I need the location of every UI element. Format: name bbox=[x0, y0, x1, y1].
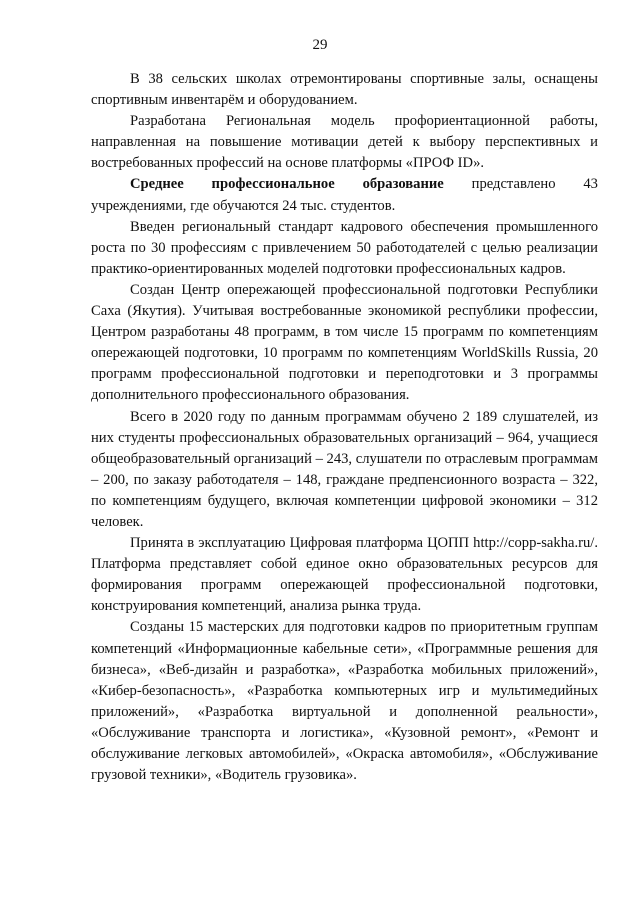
paragraph-career-guidance: Разработана Региональная модель профориентационной работы, направленная на повышение мотивации детей к выбору перспективных и востребованных профессий на основе платформы «ПРОФ ID». bbox=[91, 113, 598, 172]
paragraph-workshops: Созданы 15 мастерских для подготовки кадров по приоритетным группам компетенций «Информационные кабельные сети», «Программные решения для бизнеса», «Веб-дизайн и разработка», «Разработка мобильных приложений», «Кибер-безопасность», «Разработка компьютерных игр и мультимедийных приложений», «Разработка виртуальной и дополненной реальности», «Обслуживание транспорта и логистика», «Кузовной ремонт», «Ремонт и обслуживание легковых автомобилей», «Окраска автомобиля», «Обслуживание грузовой техники», «Водитель грузовика». bbox=[91, 619, 598, 784]
paragraph-trained-listeners: Всего в 2020 году по данным программам обучено 2 189 слушателей, из них студенты профессиональных образовательных организаций – 964, учащиеся общеобразовательный организаций – 243, слушатели по отраслевым программам – 200, по заказу работодателя – 148, граждане предпенсионного возраста – 322, по компетенциям будущего, включая компетенции цифровой экономики – 312 человек. bbox=[91, 408, 598, 530]
document-body bbox=[91, 69, 598, 786]
paragraph-vocational-education: Среднее профессиональное образование представлено 43 учреждениями, где обучаются 24 тыс. студентов. bbox=[91, 176, 598, 214]
paragraph-training-center: Создан Центр опережающей профессиональной подготовки Республики Саха (Якутия). Учитывая востребованные экономикой республики профессии, Центром разработаны 48 программ, в том числе 15 программ по компетенциям опережающей подготовки, 10 программ по компетенциям WorldSkills Russia, 20 программ профессиональной подготовки и переподготовки и 3 программы дополнительного профессионального образования. bbox=[91, 281, 598, 404]
bold-heading: Среднее профессиональное образование bbox=[130, 176, 444, 193]
paragraph-gyms: В 38 сельских школах отремонтированы спортивные залы, оснащены спортивным инвентарём и оборудованием. bbox=[91, 71, 598, 109]
paragraph-regional-standard: Введен региональный стандарт кадрового обеспечения промышленного роста по 30 профессиям с привлечением 50 работодателей с целью реализации практико-ориентированных моделей подготовки профессиональных кадров. bbox=[91, 218, 598, 277]
paragraph-digital-platform: Принята в эксплуатацию Цифровая платформа ЦОПП http://copp-sakha.ru/. Платформа представляет собой единое окно образовательных ресурсов для формирования программ опережающей профессиональной подготовки, конструирования компетенций, анализа рынка труда. bbox=[91, 535, 598, 615]
page-number: 29 bbox=[312, 37, 328, 53]
